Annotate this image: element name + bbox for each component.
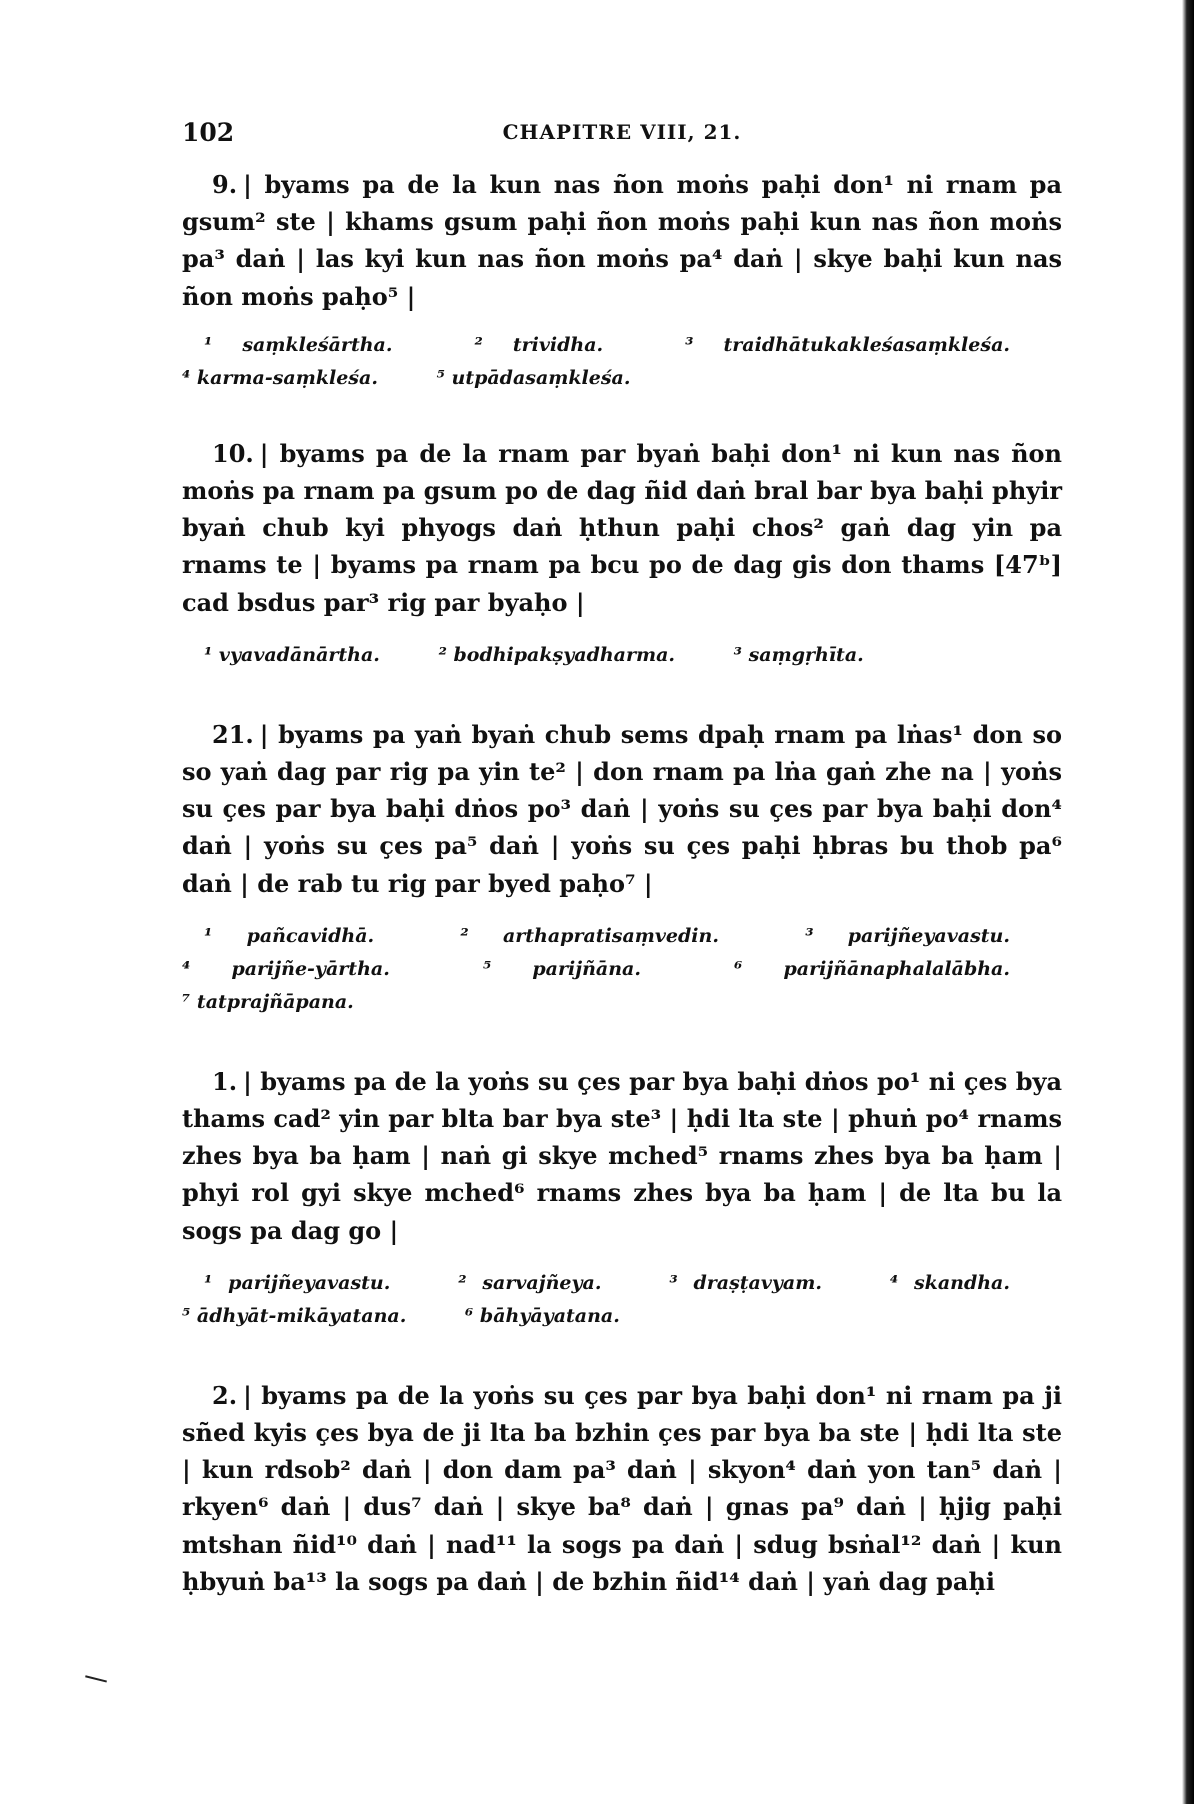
footnotes: [182, 1267, 1062, 1333]
main-text: [182, 166, 1062, 1600]
footnote: ¹ vyavadānārtha.: [204, 643, 380, 666]
footnote: ⁶ parijñānaphalalābha.: [734, 957, 1010, 980]
section-9: [182, 166, 1062, 395]
section-21: [182, 716, 1062, 1019]
paragraph: [182, 1063, 1062, 1249]
footnote: ⁴ parijñe-yārtha.: [182, 957, 390, 980]
paragraph-text: | byams pa de la yoṅs su çes par bya baḥi dṅos po¹ ni çes bya thams cad² yin par blta bar bya ste³ | ḥdi lta ste | phuṅ po⁴ rnams zhes bya ba ḥam | naṅ gi skye mched⁵ rnams zhes bya ba ḥam | phyi rol gyi skye mched⁶ rnams zhes bya ba ḥam | de lta bu la sogs pa dag go |: [182, 1066, 1062, 1245]
paragraph-text: | byams pa de la yoṅs su çes par bya baḥi don¹ ni rnam pa ji sñed kyis çes bya de ji lta ba bzhin çes par bya ba ste | ḥdi lta ste | kun rdsob² daṅ | don dam pa³ daṅ | skyon⁴ daṅ yon tan⁵ daṅ | rkyen⁶ daṅ | dus⁷ daṅ | skye ba⁸ daṅ | gnas pa⁹ daṅ | ḥjig paḥi mtshan ñid¹⁰ daṅ | nad¹¹ la sogs pa daṅ | sdug bsṅal¹² daṅ | kun ḥbyuṅ ba¹³ la sogs pa daṅ | de bzhin ñid¹⁴ daṅ | yaṅ dag paḥi: [182, 1380, 1062, 1596]
paragraph-number: 2.: [212, 1380, 238, 1410]
footnotes: [182, 639, 1062, 672]
paragraph-text: | byams pa de la kun nas ñon moṅs paḥi don¹ ni rnam pa gsum² ste | khams gsum paḥi ñon moṅs paḥi kun nas ñon moṅs pa³ daṅ | las kyi kun nas ñon moṅs pa⁴ daṅ | skye baḥi kun nas ñon moṅs paḥo⁵ |: [182, 170, 1062, 311]
paragraph: [182, 166, 1062, 315]
footnote: ⁷ tatprajñāpana.: [182, 990, 354, 1013]
paragraph-number: 21.: [212, 719, 254, 749]
section-2: [182, 1377, 1062, 1600]
paragraph-text: | byams pa de la rnam par byaṅ baḥi don¹ ni kun nas ñon moṅs pa rnam pa gsum po de dag ñid daṅ bral bar bya baḥi phyir byaṅ chub kyi phyogs daṅ ḥthun paḥi chos² gaṅ dag yin pa rnams te | byams pa rnam pa bcu po de dag gis don thams [47ᵇ] cad bsdus par³ rig par byaḥo |: [182, 438, 1062, 617]
footnote: ⁶ bāhyāyatana.: [464, 1304, 620, 1327]
footnote: ² arthapratisaṃvedin.: [460, 924, 719, 947]
footnote: ¹ saṃkleśārtha.: [204, 333, 393, 356]
footnote: ² sarvajñeya.: [458, 1271, 602, 1294]
paragraph: [182, 1377, 1062, 1600]
paragraph-number: 9.: [212, 170, 238, 199]
footnote: ⁴ karma-saṃkleśa.: [182, 366, 378, 389]
section-10: [182, 435, 1062, 672]
chapter-title: CHAPITRE VIII, 21.: [502, 120, 742, 144]
footnote: ¹ pañcavidhā.: [204, 924, 375, 947]
paragraph-text: | byams pa yaṅ byaṅ chub sems dpaḥ rnam pa lṅas¹ don so so yaṅ dag par rig pa yin te² | don rnam pa lṅa gaṅ zhe na | yoṅs su çes par bya baḥi dṅos po³ daṅ | yoṅs su çes par bya baḥi don⁴ daṅ | yoṅs su çes pa⁵ daṅ | yoṅs su çes paḥi ḥbras bu thob pa⁶ daṅ | de rab tu rig par byed paḥo⁷ |: [182, 719, 1062, 898]
footnote: ⁵ utpādasaṃkleśa.: [436, 366, 631, 389]
footnote: ³ saṃgṛhīta.: [733, 643, 864, 666]
margin-pencil-mark: [85, 1667, 109, 1682]
paragraph-number: 1.: [212, 1066, 238, 1096]
footnote: ³ draṣṭavyam.: [669, 1271, 822, 1294]
footnote: ³ parijñeyavastu.: [805, 924, 1010, 947]
paragraph-number: 10.: [212, 438, 254, 468]
footnote: ⁵ parijñāna.: [482, 957, 641, 980]
section-1: [182, 1063, 1062, 1333]
footnotes: [182, 329, 1062, 395]
footnote: ⁴ skandha.: [889, 1271, 1010, 1294]
paragraph: [182, 435, 1062, 621]
footnote: ² bodhipakṣyadharma.: [438, 643, 676, 666]
page-number: 102: [182, 118, 235, 147]
running-head: [182, 118, 1062, 152]
footnote: ² trividha.: [474, 333, 604, 356]
footnote: ⁵ ādhyāt-mikāyatana.: [182, 1304, 407, 1327]
paragraph: [182, 716, 1062, 902]
footnotes: [182, 920, 1062, 1019]
page-edge-shadow: [1182, 0, 1194, 1804]
footnote: ¹ parijñeyavastu.: [204, 1271, 391, 1294]
footnote: ³ traidhātukakleśasaṃkleśa.: [685, 333, 1010, 356]
